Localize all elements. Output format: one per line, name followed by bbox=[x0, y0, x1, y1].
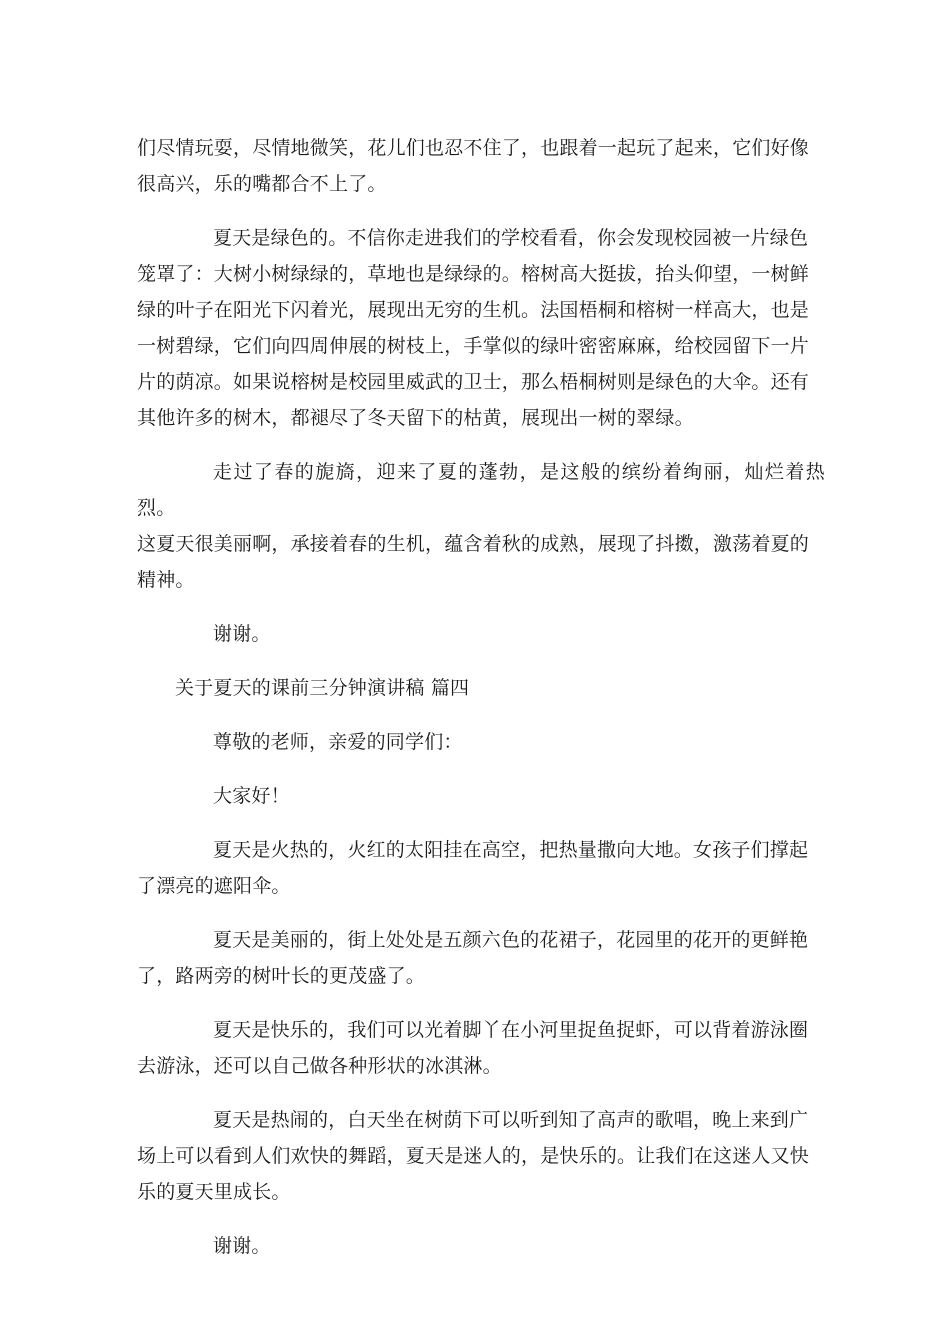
document-body bbox=[137, 130, 825, 1282]
paragraph-hello: 大家好！ bbox=[213, 785, 290, 807]
paragraph-green-summer: 夏天是绿色的。不信你走进我们的学校看看，你会发现校园被一片绿色 笼罩了：大树小树绿绿的，草地也是绿绿的。榕树高大挺拔，抬头仰望，一树鲜 绿的叶子在阳光下闪着光，展现出无穷的生机。法国梧桐和榕树一样高大，也是 一树碧绿，它们向四周伸展的树枝上，手掌似的绿叶密密麻麻，给校园留下一片 片的荫凉。如果说榕树是校园里威武的卫士，那么梧桐树则是绿色的大伞。还有 其他许多的树木，都褪尽了冬天留下的枯黄，展现出一树的翠绿。 bbox=[137, 227, 810, 429]
paragraph-beautiful-summer: 夏天是美丽的，街上处处是五颜六色的花裙子，花园里的花开的更鲜艳 了，路两旁的树叶长的更茂盛了。 bbox=[137, 929, 809, 987]
paragraph-lively-summer: 夏天是热闹的，白天坐在树荫下可以听到知了高声的歌唱，晚上来到广 场上可以看到人们欢快的舞蹈，夏天是迷人的，是快乐的。让我们在这迷人又快 乐的夏天里成长。 bbox=[137, 1109, 810, 1203]
paragraph-greeting: 尊敬的老师，亲爱的同学们： bbox=[213, 731, 463, 753]
paragraph-thanks-1: 谢谢。 bbox=[213, 623, 271, 645]
paragraph-happy-summer: 夏天是快乐的，我们可以光着脚丫在小河里捉鱼捉虾，可以背着游泳圈 去游泳，还可以自己做各种形状的冰淇淋。 bbox=[137, 1019, 809, 1077]
paragraph-summer-spirit: 走过了春的旎旖，迎来了夏的蓬勃，是这般的缤纷着绚丽，灿烂着热烈。 这夏天很美丽啊，承接着春的生机，蕴含着秋的成熟，展现了抖擞，激荡着夏的 精神。 bbox=[137, 461, 825, 591]
section-title: 关于夏天的课前三分钟演讲稿 篇四 bbox=[175, 677, 470, 699]
paragraph-hot-summer: 夏天是火热的，火红的太阳挂在高空，把热量撒向大地。女孩子们撑起 了漂亮的遮阳伞。 bbox=[137, 839, 809, 897]
paragraph-thanks-2: 谢谢。 bbox=[213, 1235, 271, 1257]
paragraph-continuation: 们尽情玩耍，尽情地微笑，花儿们也忍不住了，也跟着一起玩了起来，它们好像 很高兴，乐的嘴都合不上了。 bbox=[137, 137, 810, 195]
